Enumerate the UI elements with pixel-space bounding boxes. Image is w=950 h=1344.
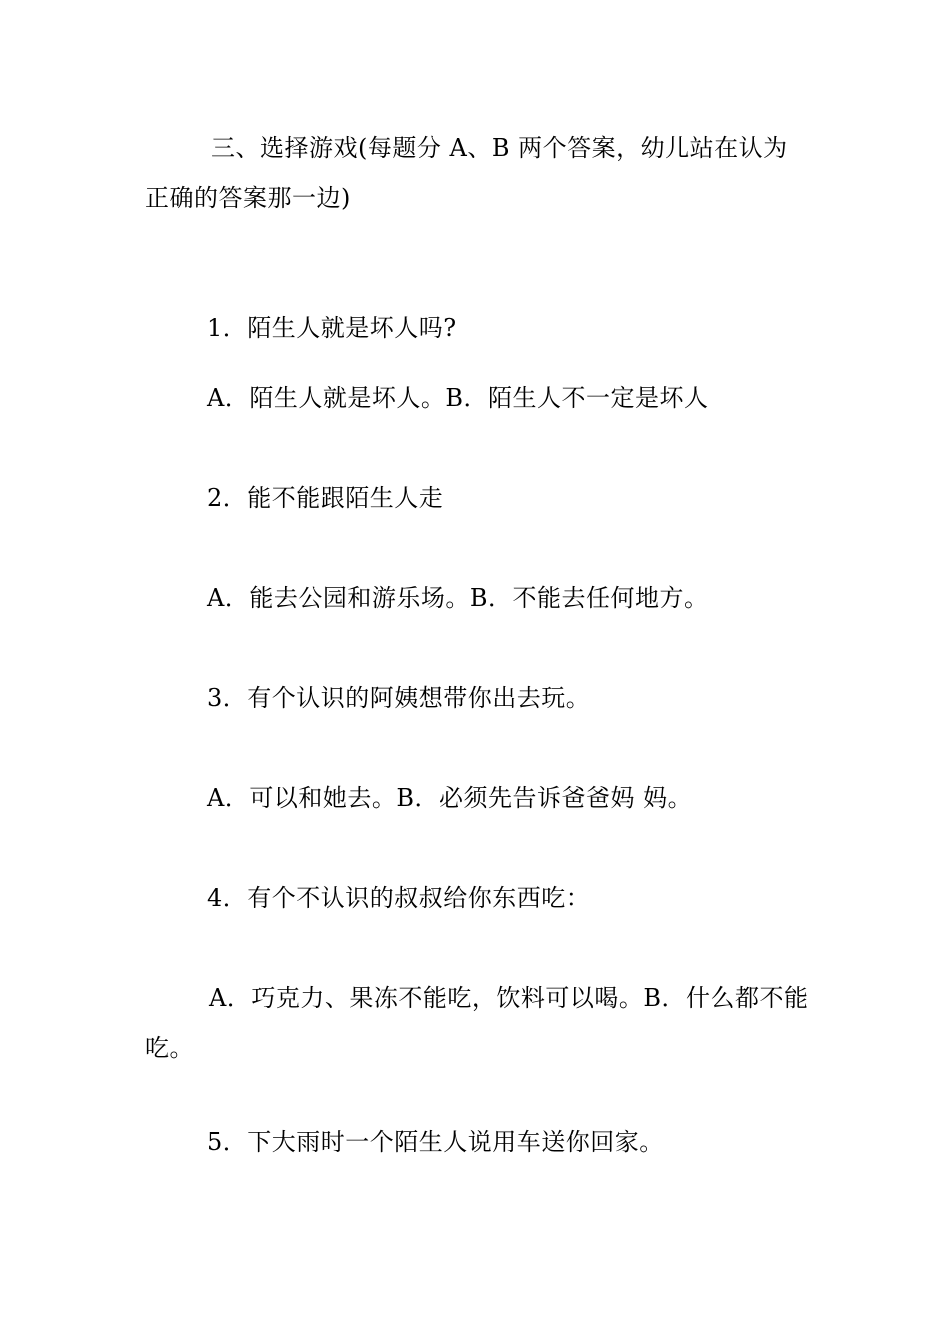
question-2: 2．能不能跟陌生人走: [207, 484, 444, 512]
question-4: 4．有个不认识的叔叔给你东西吃：: [207, 884, 591, 912]
question-3: 3．有个认识的阿姨想带你出去玩。: [207, 684, 591, 712]
question-5: 5．下大雨时一个陌生人说用车送你回家。: [207, 1128, 664, 1156]
answer-options-3: A．可以和她去。B．必须先告诉爸爸妈 妈。: [207, 784, 693, 812]
section-heading: 三、选择游戏(每题分 A、B 两个答案，幼儿站在认为正确的答案那一边): [145, 134, 788, 212]
answer-options-4: A．巧克力、果冻不能吃，饮料可以喝。B．什么都不能吃。: [145, 984, 809, 1062]
answer-options-1: A．陌生人就是坏人。B．陌生人不一定是坏人: [207, 384, 709, 412]
answer-options-2: A．能去公园和游乐场。B．不能去任何地方。: [207, 584, 709, 612]
question-1: 1．陌生人就是坏人吗?: [207, 314, 457, 342]
